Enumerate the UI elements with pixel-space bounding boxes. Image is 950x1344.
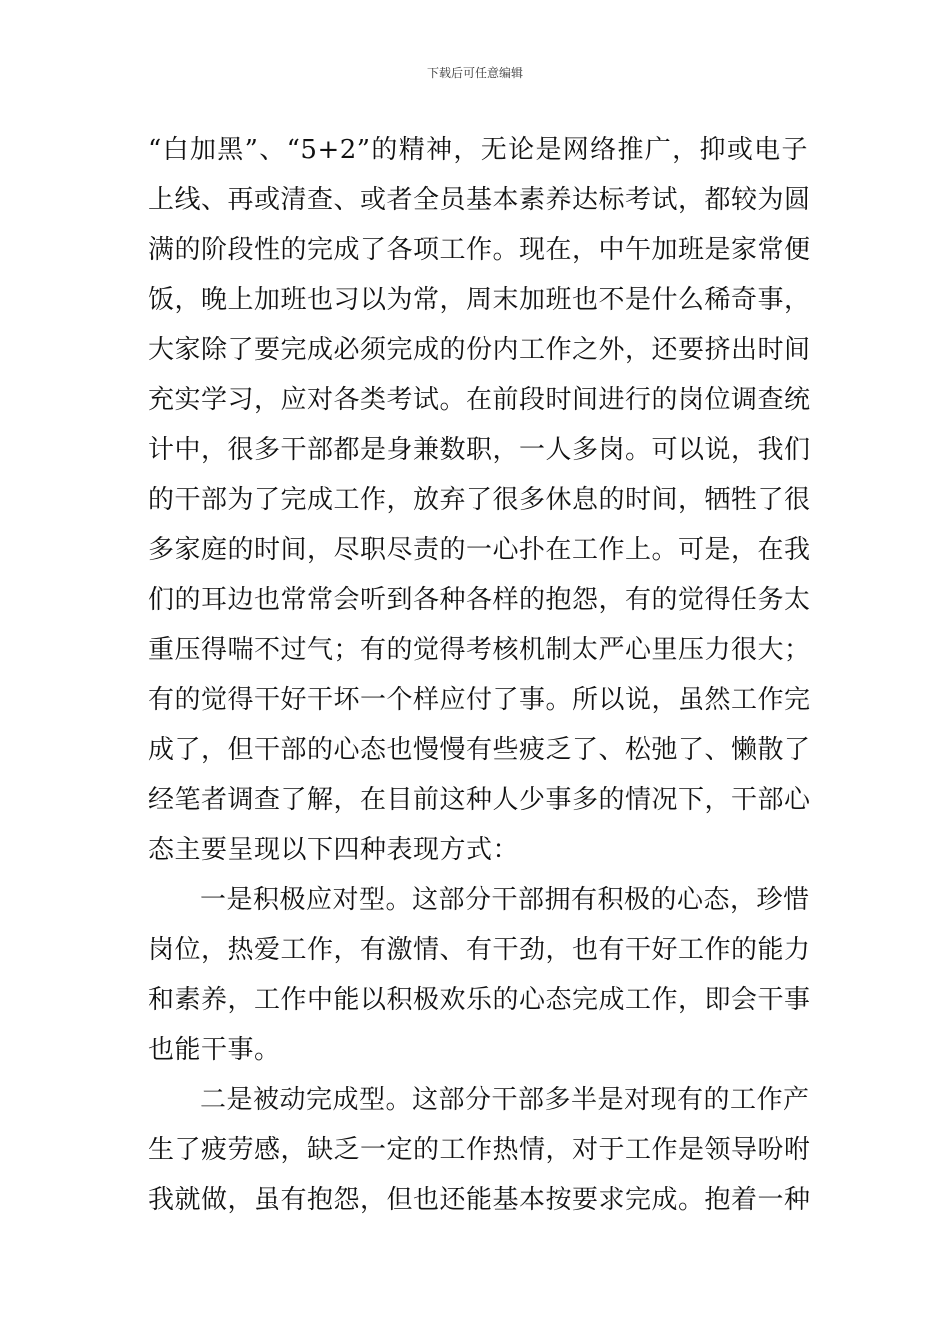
text-line: 大家除了要完成必须完成的份内工作之外，还要挤出时间 bbox=[148, 335, 811, 365]
document-body bbox=[148, 125, 811, 1225]
text-line: 我就做，虽有抱怨，但也还能基本按要求完成。抱着一种 bbox=[148, 1185, 811, 1215]
text-line: 满的阶段性的完成了各项工作。现在，中午加班是家常便 bbox=[148, 235, 811, 265]
text-line: 饭，晚上加班也习以为常，周末加班也不是什么稀奇事， bbox=[148, 285, 811, 315]
text-line: 有的觉得干好干坏一个样应付了事。所以说，虽然工作完 bbox=[148, 685, 811, 715]
page-header: 下载后可任意编辑 bbox=[426, 66, 523, 80]
text-line: 重压得喘不过气；有的觉得考核机制太严心里压力很大； bbox=[148, 635, 811, 665]
text-line: 二是被动完成型。这部分干部多半是对现有的工作产 bbox=[200, 1085, 810, 1115]
text-line: 经笔者调查了解，在目前这种人少事多的情况下，干部心 bbox=[148, 785, 811, 815]
text-line: 生了疲劳感，缺乏一定的工作热情，对于工作是领导吩咐 bbox=[148, 1135, 811, 1165]
text-line: 计中，很多干部都是身兼数职，一人多岗。可以说，我们 bbox=[148, 435, 811, 465]
text-line: 们的耳边也常常会听到各种各样的抱怨，有的觉得任务太 bbox=[148, 585, 811, 615]
text-line: 的干部为了完成工作，放弃了很多休息的时间，牺牲了很 bbox=[148, 485, 811, 515]
paragraph bbox=[148, 1075, 811, 1225]
text-line: 岗位，热爱工作，有激情、有干劲，也有干好工作的能力 bbox=[148, 935, 811, 965]
paragraph bbox=[148, 875, 811, 1075]
text-line: 态主要呈现以下四种表现方式： bbox=[148, 835, 520, 865]
text-line: 一是积极应对型。这部分干部拥有积极的心态，珍惜 bbox=[200, 885, 810, 915]
text-line: 上线、再或清查、或者全员基本素养达标考试，都较为圆 bbox=[148, 185, 811, 215]
paragraph bbox=[148, 125, 811, 875]
text-line: 和素养，工作中能以积极欢乐的心态完成工作，即会干事 bbox=[148, 985, 811, 1015]
text-line: “白加黑”、“5+2”的精神，无论是网络推广，抑或电子 bbox=[148, 135, 808, 165]
text-line: 成了，但干部的心态也慢慢有些疲乏了、松弛了、懒散了 bbox=[148, 735, 811, 765]
text-line: 充实学习，应对各类考试。在前段时间进行的岗位调查统 bbox=[148, 385, 811, 415]
text-line: 也能干事。 bbox=[148, 1035, 281, 1065]
text-line: 多家庭的时间，尽职尽责的一心扑在工作上。可是，在我 bbox=[148, 535, 811, 565]
